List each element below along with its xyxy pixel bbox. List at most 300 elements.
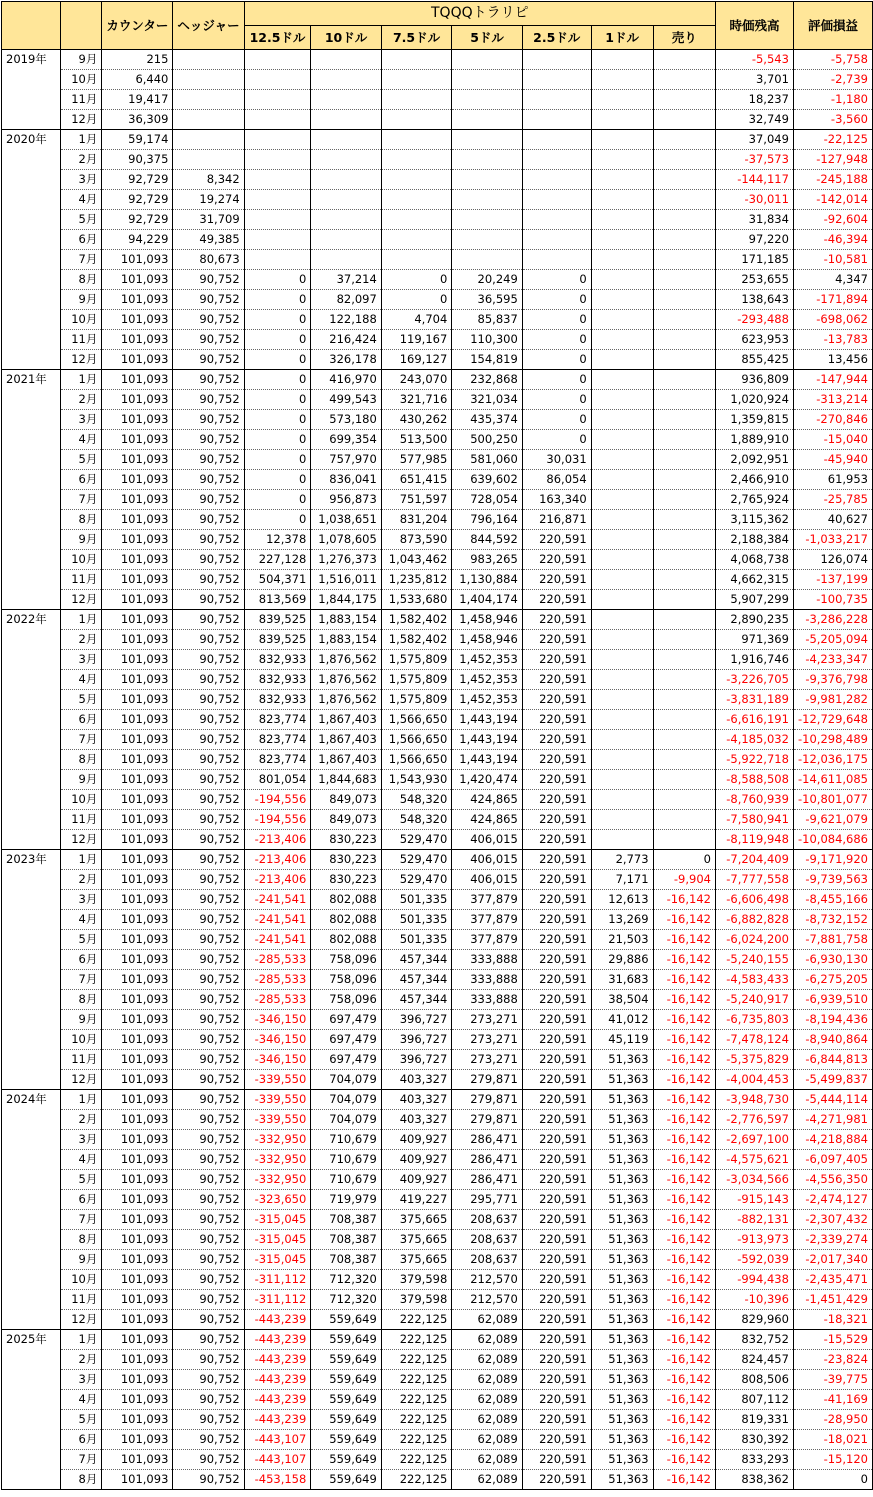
cell-counter: 101,093 (102, 610, 173, 630)
cell-counter: 101,093 (102, 1070, 173, 1090)
cell-counter: 101,093 (102, 730, 173, 750)
cell-tq-2-5: 0 (522, 290, 591, 310)
cell-tq-10: 1,883,154 (311, 630, 381, 650)
cell-tq-12-5: -323,650 (244, 1190, 311, 1210)
cell-month: 7月 (60, 970, 102, 990)
cell-tq-12-5: -241,541 (244, 890, 311, 910)
cell-counter: 94,229 (102, 230, 173, 250)
cell-tq-2-5: 220,591 (522, 670, 591, 690)
cell-market-value: 2,765,924 (715, 490, 793, 510)
cell-month: 2月 (60, 150, 102, 170)
cell-tq-7-5: 513,500 (381, 430, 451, 450)
cell-year (2, 550, 61, 570)
cell-hedger: 90,752 (173, 690, 244, 710)
cell-tq-12-5: -241,541 (244, 910, 311, 930)
cell-tq-10: 758,096 (311, 950, 381, 970)
cell-tq-10 (311, 250, 381, 270)
cell-market-value: 829,960 (715, 1310, 793, 1330)
cell-tq-12-5 (244, 90, 311, 110)
cell-market-value: -6,882,828 (715, 910, 793, 930)
cell-tq-sell (653, 170, 715, 190)
cell-tq-5: 377,879 (452, 910, 522, 930)
cell-tq-2-5: 220,591 (522, 830, 591, 850)
cell-tq-7-5: 375,665 (381, 1210, 451, 1230)
cell-market-value: -592,039 (715, 1250, 793, 1270)
table-row (2, 630, 873, 650)
cell-tq-2-5: 0 (522, 410, 591, 430)
cell-tq-5: 1,452,353 (452, 690, 522, 710)
cell-tq-12-5: 832,933 (244, 690, 311, 710)
data-table (1, 1, 873, 1490)
cell-tq-7-5 (381, 90, 451, 110)
cell-month: 8月 (60, 510, 102, 530)
cell-hedger: 90,752 (173, 510, 244, 530)
cell-market-value: -5,922,718 (715, 750, 793, 770)
cell-pnl: 4,347 (793, 270, 872, 290)
cell-tq-1: 51,363 (591, 1470, 653, 1490)
cell-tq-12-5: -241,541 (244, 930, 311, 950)
cell-tq-12-5: 801,054 (244, 770, 311, 790)
cell-tq-2-5: 220,591 (522, 950, 591, 970)
cell-tq-5: 406,015 (452, 870, 522, 890)
cell-tq-sell (653, 310, 715, 330)
cell-tq-5: 62,089 (452, 1450, 522, 1470)
cell-year (2, 1050, 61, 1070)
cell-tq-1 (591, 810, 653, 830)
cell-year (2, 710, 61, 730)
cell-tq-10: 559,649 (311, 1370, 381, 1390)
cell-tq-2-5: 0 (522, 310, 591, 330)
cell-tq-5: 62,089 (452, 1470, 522, 1490)
cell-month: 9月 (60, 290, 102, 310)
cell-counter: 101,093 (102, 490, 173, 510)
cell-tq-sell (653, 790, 715, 810)
cell-market-value: -6,606,498 (715, 890, 793, 910)
cell-tq-1 (591, 730, 653, 750)
cell-tq-1 (591, 230, 653, 250)
cell-tq-5: 154,819 (452, 350, 522, 370)
cell-month: 9月 (60, 1250, 102, 1270)
cell-counter: 101,093 (102, 850, 173, 870)
cell-tq-7-5: 379,598 (381, 1290, 451, 1310)
cell-counter: 36,309 (102, 110, 173, 130)
cell-tq-2-5: 86,054 (522, 470, 591, 490)
table-row (2, 710, 873, 730)
cell-tq-2-5: 220,591 (522, 1030, 591, 1050)
table-row (2, 870, 873, 890)
cell-year (2, 950, 61, 970)
cell-tq-7-5: 1,566,650 (381, 710, 451, 730)
cell-month: 5月 (60, 1410, 102, 1430)
cell-market-value: 1,916,746 (715, 650, 793, 670)
cell-month: 9月 (60, 50, 102, 70)
cell-month: 8月 (60, 1470, 102, 1490)
cell-year (2, 490, 61, 510)
cell-tq-12-5: 0 (244, 310, 311, 330)
cell-month: 12月 (60, 350, 102, 370)
cell-hedger: 90,752 (173, 630, 244, 650)
cell-tq-10 (311, 150, 381, 170)
cell-tq-10: 216,424 (311, 330, 381, 350)
cell-tq-2-5: 220,591 (522, 550, 591, 570)
cell-tq-12-5 (244, 170, 311, 190)
cell-tq-5: 295,771 (452, 1190, 522, 1210)
cell-pnl: -1,451,429 (793, 1290, 872, 1310)
cell-month: 5月 (60, 450, 102, 470)
cell-hedger: 90,752 (173, 1190, 244, 1210)
cell-market-value: -3,034,566 (715, 1170, 793, 1190)
table-row (2, 90, 873, 110)
cell-month: 2月 (60, 1350, 102, 1370)
header-pnl: 評価損益 (793, 2, 872, 50)
cell-year (2, 470, 61, 490)
cell-tq-2-5 (522, 130, 591, 150)
header-market-value: 時価残高 (715, 2, 793, 50)
cell-pnl: -22,125 (793, 130, 872, 150)
cell-tq-10: 758,096 (311, 990, 381, 1010)
cell-year (2, 230, 61, 250)
table-row (2, 910, 873, 930)
cell-tq-2-5: 220,591 (522, 630, 591, 650)
cell-market-value: -915,143 (715, 1190, 793, 1210)
table-row (2, 990, 873, 1010)
cell-tq-12-5: 0 (244, 350, 311, 370)
table-row (2, 1410, 873, 1430)
cell-counter: 19,417 (102, 90, 173, 110)
table-row (2, 590, 873, 610)
cell-tq-7-5: 396,727 (381, 1030, 451, 1050)
cell-tq-sell (653, 130, 715, 150)
cell-tq-5: 273,271 (452, 1010, 522, 1030)
table-row (2, 430, 873, 450)
cell-pnl: -15,529 (793, 1330, 872, 1350)
cell-month: 5月 (60, 690, 102, 710)
cell-year (2, 170, 61, 190)
cell-tq-2-5: 220,591 (522, 730, 591, 750)
cell-tq-2-5: 220,591 (522, 1290, 591, 1310)
cell-hedger: 8,342 (173, 170, 244, 190)
cell-tq-10: 1,876,562 (311, 650, 381, 670)
cell-counter: 101,093 (102, 990, 173, 1010)
table-row (2, 1030, 873, 1050)
cell-tq-5: 435,374 (452, 410, 522, 430)
cell-tq-10: 1,078,605 (311, 530, 381, 550)
cell-tq-10 (311, 50, 381, 70)
cell-tq-2-5 (522, 110, 591, 130)
cell-hedger: 90,752 (173, 1290, 244, 1310)
cell-tq-7-5: 403,327 (381, 1070, 451, 1090)
cell-tq-7-5: 409,927 (381, 1170, 451, 1190)
table-row (2, 250, 873, 270)
cell-tq-5: 1,452,353 (452, 670, 522, 690)
cell-tq-sell: -16,142 (653, 1210, 715, 1230)
cell-hedger: 90,752 (173, 970, 244, 990)
cell-tq-2-5 (522, 230, 591, 250)
table-row (2, 570, 873, 590)
cell-tq-2-5: 220,591 (522, 1330, 591, 1350)
cell-counter: 101,093 (102, 770, 173, 790)
cell-tq-2-5: 163,340 (522, 490, 591, 510)
cell-market-value: -5,375,829 (715, 1050, 793, 1070)
cell-pnl: -10,581 (793, 250, 872, 270)
cell-tq-7-5: 831,204 (381, 510, 451, 530)
cell-tq-1 (591, 390, 653, 410)
cell-year (2, 990, 61, 1010)
cell-tq-5: 1,130,884 (452, 570, 522, 590)
cell-year (2, 670, 61, 690)
cell-tq-5: 286,471 (452, 1150, 522, 1170)
cell-tq-12-5: 504,371 (244, 570, 311, 590)
cell-tq-7-5: 222,125 (381, 1430, 451, 1450)
cell-tq-12-5: -315,045 (244, 1210, 311, 1230)
cell-tq-2-5: 216,871 (522, 510, 591, 530)
cell-market-value: -2,697,100 (715, 1130, 793, 1150)
cell-market-value: -4,583,433 (715, 970, 793, 990)
cell-pnl: -3,560 (793, 110, 872, 130)
cell-tq-10: 326,178 (311, 350, 381, 370)
cell-tq-5: 639,602 (452, 470, 522, 490)
cell-tq-5: 208,637 (452, 1230, 522, 1250)
cell-market-value: 824,457 (715, 1350, 793, 1370)
cell-market-value: 18,237 (715, 90, 793, 110)
cell-year (2, 970, 61, 990)
cell-tq-10: 697,479 (311, 1050, 381, 1070)
cell-tq-7-5: 0 (381, 270, 451, 290)
cell-year (2, 310, 61, 330)
cell-year (2, 690, 61, 710)
cell-tq-7-5: 1,543,930 (381, 770, 451, 790)
cell-market-value: 2,092,951 (715, 450, 793, 470)
table-row (2, 330, 873, 350)
cell-tq-sell: -16,142 (653, 1030, 715, 1050)
cell-month: 5月 (60, 1170, 102, 1190)
cell-month: 11月 (60, 330, 102, 350)
cell-tq-sell (653, 530, 715, 550)
cell-tq-10: 699,354 (311, 430, 381, 450)
cell-year (2, 1170, 61, 1190)
cell-tq-5 (452, 50, 522, 70)
cell-tq-sell (653, 290, 715, 310)
cell-tq-sell (653, 490, 715, 510)
cell-tq-1: 51,363 (591, 1070, 653, 1090)
cell-tq-10: 82,097 (311, 290, 381, 310)
cell-hedger: 90,752 (173, 910, 244, 930)
cell-counter: 101,093 (102, 470, 173, 490)
table-row (2, 810, 873, 830)
cell-tq-10: 1,867,403 (311, 710, 381, 730)
cell-hedger: 90,752 (173, 350, 244, 370)
table-row (2, 170, 873, 190)
cell-pnl: -13,783 (793, 330, 872, 350)
cell-hedger: 90,752 (173, 570, 244, 590)
cell-tq-7-5: 321,716 (381, 390, 451, 410)
cell-market-value: 1,020,924 (715, 390, 793, 410)
cell-tq-7-5: 222,125 (381, 1390, 451, 1410)
cell-tq-5: 286,471 (452, 1170, 522, 1190)
cell-month: 3月 (60, 170, 102, 190)
cell-tq-5: 333,888 (452, 950, 522, 970)
cell-tq-12-5 (244, 190, 311, 210)
cell-hedger: 90,752 (173, 950, 244, 970)
cell-tq-12-5: -315,045 (244, 1230, 311, 1250)
cell-tq-2-5: 0 (522, 390, 591, 410)
cell-month: 11月 (60, 1290, 102, 1310)
cell-counter: 101,093 (102, 250, 173, 270)
cell-tq-12-5: 839,525 (244, 610, 311, 630)
cell-tq-sell (653, 250, 715, 270)
cell-year (2, 930, 61, 950)
cell-counter: 101,093 (102, 910, 173, 930)
cell-market-value: -10,396 (715, 1290, 793, 1310)
cell-tq-7-5: 1,582,402 (381, 630, 451, 650)
cell-month: 10月 (60, 790, 102, 810)
cell-tq-1 (591, 70, 653, 90)
cell-hedger: 90,752 (173, 490, 244, 510)
cell-pnl: -9,981,282 (793, 690, 872, 710)
cell-tq-5 (452, 190, 522, 210)
table-row (2, 530, 873, 550)
cell-tq-sell: -16,142 (653, 1430, 715, 1450)
cell-tq-sell (653, 150, 715, 170)
cell-tq-2-5: 220,591 (522, 570, 591, 590)
cell-tq-sell: -16,142 (653, 1150, 715, 1170)
cell-month: 4月 (60, 1150, 102, 1170)
table-row (2, 770, 873, 790)
cell-year (2, 810, 61, 830)
cell-counter: 101,093 (102, 290, 173, 310)
cell-tq-2-5: 220,591 (522, 650, 591, 670)
table-row (2, 850, 873, 870)
table-row (2, 1330, 873, 1350)
cell-month: 10月 (60, 70, 102, 90)
cell-year (2, 1210, 61, 1230)
cell-tq-1 (591, 510, 653, 530)
table-body (2, 50, 873, 1490)
cell-month: 1月 (60, 1330, 102, 1350)
cell-tq-2-5: 30,031 (522, 450, 591, 470)
cell-hedger: 90,752 (173, 1210, 244, 1230)
cell-tq-12-5: -346,150 (244, 1010, 311, 1030)
cell-tq-5: 844,592 (452, 530, 522, 550)
cell-tq-12-5: -339,550 (244, 1090, 311, 1110)
cell-tq-2-5: 220,591 (522, 1350, 591, 1370)
header-sub-sell: 売り (653, 26, 715, 50)
cell-tq-10: 573,180 (311, 410, 381, 430)
cell-counter: 101,093 (102, 1450, 173, 1470)
cell-tq-2-5: 220,591 (522, 970, 591, 990)
cell-hedger: 90,752 (173, 530, 244, 550)
cell-tq-sell (653, 710, 715, 730)
cell-tq-5: 406,015 (452, 850, 522, 870)
cell-counter: 101,093 (102, 1130, 173, 1150)
cell-tq-1 (591, 170, 653, 190)
cell-tq-sell: 0 (653, 850, 715, 870)
cell-tq-7-5: 222,125 (381, 1470, 451, 1490)
cell-pnl: -46,394 (793, 230, 872, 250)
cell-market-value: -5,240,155 (715, 950, 793, 970)
cell-tq-1: 12,613 (591, 890, 653, 910)
cell-market-value: -6,024,200 (715, 930, 793, 950)
cell-tq-1: 29,886 (591, 950, 653, 970)
cell-tq-sell (653, 230, 715, 250)
cell-tq-5: 273,271 (452, 1050, 522, 1070)
cell-tq-1 (591, 710, 653, 730)
table-row (2, 1370, 873, 1390)
cell-month: 7月 (60, 250, 102, 270)
cell-tq-10: 499,543 (311, 390, 381, 410)
cell-tq-5: 424,865 (452, 810, 522, 830)
cell-year (2, 1410, 61, 1430)
cell-tq-5: 62,089 (452, 1430, 522, 1450)
cell-tq-2-5: 220,591 (522, 710, 591, 730)
cell-hedger: 90,752 (173, 1070, 244, 1090)
cell-pnl: -28,950 (793, 1410, 872, 1430)
cell-tq-sell: -16,142 (653, 1230, 715, 1250)
cell-tq-sell: -16,142 (653, 1110, 715, 1130)
cell-hedger: 90,752 (173, 1410, 244, 1430)
cell-hedger (173, 150, 244, 170)
cell-month: 12月 (60, 830, 102, 850)
cell-counter: 101,093 (102, 1370, 173, 1390)
cell-month: 7月 (60, 1450, 102, 1470)
cell-market-value: -8,588,508 (715, 770, 793, 790)
cell-counter: 101,093 (102, 510, 173, 530)
cell-tq-10: 697,479 (311, 1030, 381, 1050)
cell-counter: 101,093 (102, 630, 173, 650)
cell-year (2, 1470, 61, 1490)
cell-pnl: -14,611,085 (793, 770, 872, 790)
table-row (2, 1050, 873, 1070)
cell-tq-5: 20,249 (452, 270, 522, 290)
header-counter: カウンター (102, 2, 173, 50)
cell-pnl: -2,017,340 (793, 1250, 872, 1270)
cell-pnl: -2,474,127 (793, 1190, 872, 1210)
table-row (2, 130, 873, 150)
cell-tq-12-5: 227,128 (244, 550, 311, 570)
cell-counter: 101,093 (102, 1110, 173, 1130)
cell-year (2, 1430, 61, 1450)
cell-tq-2-5: 220,591 (522, 790, 591, 810)
cell-tq-7-5: 375,665 (381, 1230, 451, 1250)
cell-tq-2-5: 220,591 (522, 530, 591, 550)
cell-year (2, 430, 61, 450)
cell-tq-10: 122,188 (311, 310, 381, 330)
cell-hedger: 90,752 (173, 1470, 244, 1490)
cell-pnl: -10,084,686 (793, 830, 872, 850)
cell-tq-7-5: 222,125 (381, 1450, 451, 1470)
cell-counter: 59,174 (102, 130, 173, 150)
cell-pnl: -137,199 (793, 570, 872, 590)
cell-tq-7-5: 529,470 (381, 850, 451, 870)
cell-hedger: 90,752 (173, 1350, 244, 1370)
cell-tq-sell (653, 110, 715, 130)
cell-market-value: 807,112 (715, 1390, 793, 1410)
cell-tq-10: 802,088 (311, 930, 381, 950)
cell-tq-10: 1,876,562 (311, 690, 381, 710)
cell-pnl: -1,180 (793, 90, 872, 110)
cell-year (2, 90, 61, 110)
cell-tq-sell (653, 350, 715, 370)
cell-month: 6月 (60, 1190, 102, 1210)
cell-market-value: -7,204,409 (715, 850, 793, 870)
cell-year (2, 70, 61, 90)
cell-market-value: 4,068,738 (715, 550, 793, 570)
table-row (2, 210, 873, 230)
cell-tq-12-5: 0 (244, 390, 311, 410)
cell-tq-12-5: -194,556 (244, 790, 311, 810)
cell-tq-12-5: 839,525 (244, 630, 311, 650)
cell-tq-sell (653, 70, 715, 90)
